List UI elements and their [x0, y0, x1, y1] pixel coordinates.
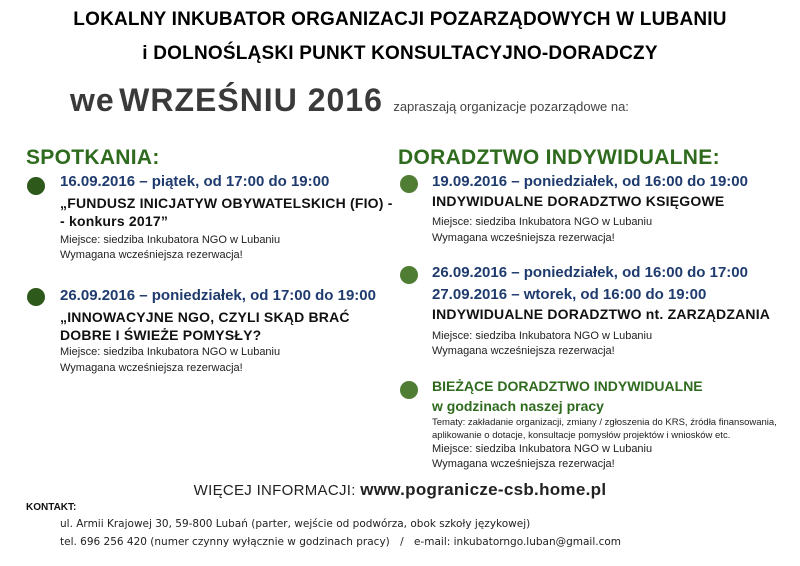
event-date: 16.09.2016 – piątek, od 17:00 do 19:00: [60, 173, 330, 190]
contact-email[interactable]: e-mail: inkubatorngo.luban@gmail.com: [414, 536, 622, 548]
event-date: 26.09.2016 – poniedziałek, od 17:00 do 19:00: [60, 287, 376, 304]
month-tail: zapraszają organizacje pozarządowe na:: [393, 99, 629, 114]
event-place: Miejsce: siedziba Inkubatora NGO w Lubaniu: [60, 234, 281, 246]
bullet-icon: [400, 266, 418, 284]
advice-note: Wymagana wcześniejsza rezerwacja!: [432, 458, 615, 470]
advice-note: Wymagana wcześniejsza rezerwacja!: [432, 345, 615, 357]
bullet-icon: [27, 177, 45, 195]
header-line-2: i DOLNOŚLĄSKI PUNKT KONSULTACYJNO-DORADCZY: [142, 43, 658, 64]
advice-title: BIEŻĄCE DORADZTWO INDYWIDUALNE: [432, 378, 703, 394]
event-title-cont: DOBRE I ŚWIEŻE POMYSŁY?: [60, 327, 262, 343]
advice-date: 19.09.2016 – poniedziałek, od 16:00 do 19:00: [432, 173, 748, 190]
advice-place: Miejsce: siedziba Inkubatora NGO w Lubaniu: [432, 216, 653, 228]
advice-subtitle: w godzinach naszej pracy: [432, 398, 604, 414]
advice-date: 26.09.2016 – poniedziałek, od 16:00 do 17:00: [432, 264, 748, 281]
contact-separator: /: [400, 536, 404, 548]
section-heading-doradztwo: DORADZTWO INDYWIDUALNE:: [398, 146, 720, 169]
advice-topics-cont: aplikowanie o dotacje, konsultacje pomysłów projektów i wniosków etc.: [432, 430, 731, 441]
advice-note: Wymagana wcześniejsza rezerwacja!: [432, 232, 615, 244]
bullet-icon: [27, 288, 45, 306]
advice-place: Miejsce: siedziba Inkubatora NGO w Lubaniu: [432, 443, 653, 455]
contact-address: ul. Armii Krajowej 30, 59-800 Lubań (parter, wejście od podwórza, obok szkoły językowej): [60, 518, 531, 530]
event-title: „FUNDUSZ INICJATYW OBYWATELSKICH (FIO) -: [60, 195, 393, 211]
advice-title: INDYWIDUALNE DORADZTWO nt. ZARZĄDZANIA: [432, 306, 771, 322]
bullet-icon: [400, 175, 418, 193]
more-info-label: WIĘCEJ INFORMACJI:: [193, 482, 356, 499]
event-title: „INNOWACYJNE NGO, CZYLI SKĄD BRAĆ: [60, 309, 350, 325]
month-line: [70, 82, 629, 119]
bullet-icon: [400, 381, 418, 399]
more-info: [0, 480, 800, 500]
contact-heading: KONTAKT:: [26, 502, 77, 513]
advice-date-2: 27.09.2016 – wtorek, od 16:00 do 19:00: [432, 286, 707, 303]
advice-title: INDYWIDUALNE DORADZTWO KSIĘGOWE: [432, 193, 725, 209]
event-note: Wymagana wcześniejsza rezerwacja!: [60, 362, 243, 374]
contact-phone: tel. 696 256 420 (numer czynny wyłącznie w godzinach pracy): [60, 536, 390, 548]
month-prefix: we: [70, 82, 115, 118]
advice-topics: Tematy: zakładanie organizacji, zmiany / zgłoszenia do KRS, źródła finansowania,: [432, 417, 777, 428]
section-heading-spotkania: SPOTKANIA:: [26, 146, 160, 169]
event-place: Miejsce: siedziba Inkubatora NGO w Lubaniu: [60, 346, 281, 358]
event-note: Wymagana wcześniejsza rezerwacja!: [60, 249, 243, 261]
advice-place: Miejsce: siedziba Inkubatora NGO w Lubaniu: [432, 330, 653, 342]
header-line-1: LOKALNY INKUBATOR ORGANIZACJI POZARZĄDOWYCH W LUBANIU: [73, 9, 727, 30]
contact-line: [60, 536, 621, 548]
event-title-cont: - konkurs 2017”: [60, 213, 169, 229]
month-name: WRZEŚNIU 2016: [119, 82, 383, 118]
website-link[interactable]: www.pogranicze-csb.home.pl: [360, 480, 607, 499]
